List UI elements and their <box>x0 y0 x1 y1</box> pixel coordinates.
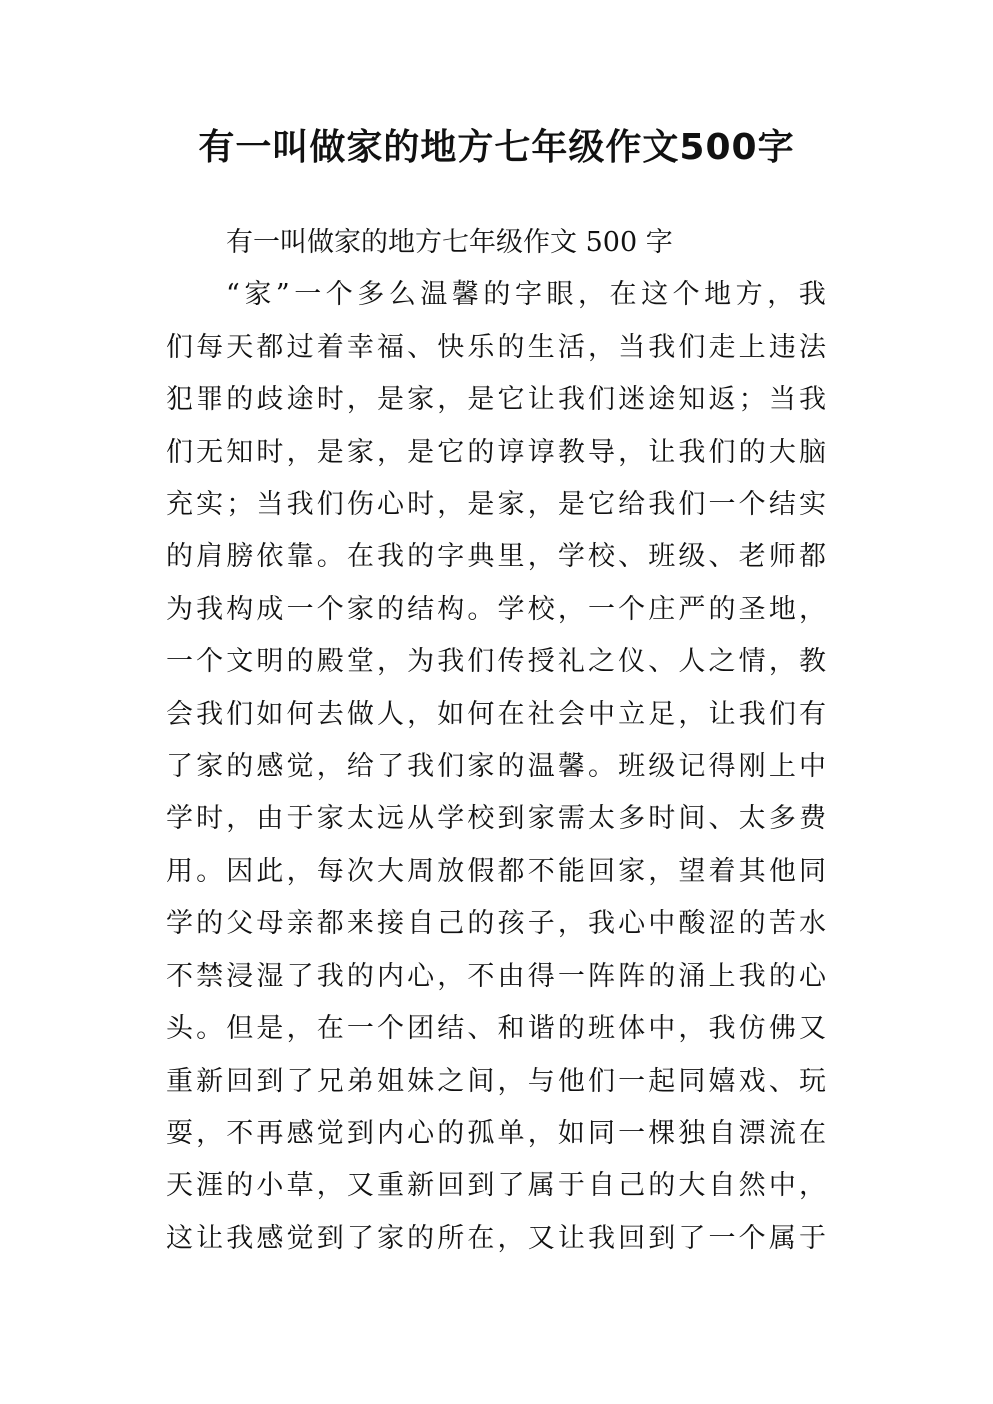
paragraph-line: 们 每 天 都 过 着 幸 福 、 快 乐 的 生 活 ， 当 我 们 走 上 违 法 <box>166 331 826 363</box>
document-title: 有一叫做家的地方七年级作文500字 <box>198 127 795 168</box>
paragraph-line: 一 个 文 明 的 殿 堂 ， 为 我 们 传 授 礼 之 仪 、 人 之 情 ， 教 <box>166 646 826 678</box>
document-subtitle: 有一叫做家的地方七年级作文 500 字 <box>226 227 673 258</box>
paragraph-line: 耍 ， 不 再 感 觉 到 内 心 的 孤 单 ， 如 同 一 棵 独 自 漂 流 在 <box>166 1117 826 1149</box>
paragraph-line: 为 我 构 成 一 个 家 的 结 构 。 学 校 ， 一 个 庄 严 的 圣 地 ， <box>166 593 826 625</box>
paragraph-line: 学 的 父 母 亲 都 来 接 自 己 的 孩 子 ， 我 心 中 酸 涩 的 苦 水 <box>166 908 826 940</box>
paragraph-line: 用 。 因 此 ， 每 次 大 周 放 假 都 不 能 回 家 ， 望 着 其 他 同 <box>166 855 826 887</box>
paragraph-line: 这 让 我 感 觉 到 了 家 的 所 在 ， 又 让 我 回 到 了 一 个 属 于 <box>166 1222 826 1254</box>
paragraph-line: 头 。 但 是 ， 在 一 个 团 结 、 和 谐 的 班 体 中 ， 我 仿 佛 又 <box>166 1013 826 1045</box>
paragraph-line: 的 肩 膀 依 靠 。 在 我 的 字 典 里 ， 学 校 、 班 级 、 老 师 都 <box>166 541 826 573</box>
paragraph <box>166 269 826 1265</box>
paragraph-line: 们 无 知 时 ， 是 家 ， 是 它 的 谆 谆 教 导 ， 让 我 们 的 大 脑 <box>166 436 826 468</box>
paragraph-line: 不 禁 浸 湿 了 我 的 内 心 ， 不 由 得 一 阵 阵 的 涌 上 我 的 心 <box>166 960 826 992</box>
paragraph-line: 犯 罪 的 歧 途 时 ， 是 家 ， 是 它 让 我 们 迷 途 知 返 ； 当 我 <box>166 384 826 416</box>
paragraph-line: 重 新 回 到 了 兄 弟 姐 妹 之 间 ， 与 他 们 一 起 同 嬉 戏 、 玩 <box>166 1065 826 1097</box>
paragraph-line: 天 涯 的 小 草 ， 又 重 新 回 到 了 属 于 自 己 的 大 自 然 中 ， <box>166 1170 826 1202</box>
paragraph-line: 充 实 ； 当 我 们 伤 心 时 ， 是 家 ， 是 它 给 我 们 一 个 结 实 <box>166 489 826 521</box>
paragraph-line: 会 我 们 如 何 去 做 人 ， 如 何 在 社 会 中 立 足 ， 让 我 们 有 <box>166 698 826 730</box>
paragraph-line: 了 家 的 感 觉 ， 给 了 我 们 家 的 温 馨 。 班 级 记 得 刚 上 中 <box>166 751 826 783</box>
document-body <box>166 217 826 1265</box>
paragraph-line: 学 时 ， 由 于 家 太 远 从 学 校 到 家 需 太 多 时 间 、 太 多 费 <box>166 803 826 835</box>
paragraph-line: “ 家 ” 一 个 多 么 温 馨 的 字 眼 ， 在 这 个 地 方 ， 我 <box>226 279 826 311</box>
